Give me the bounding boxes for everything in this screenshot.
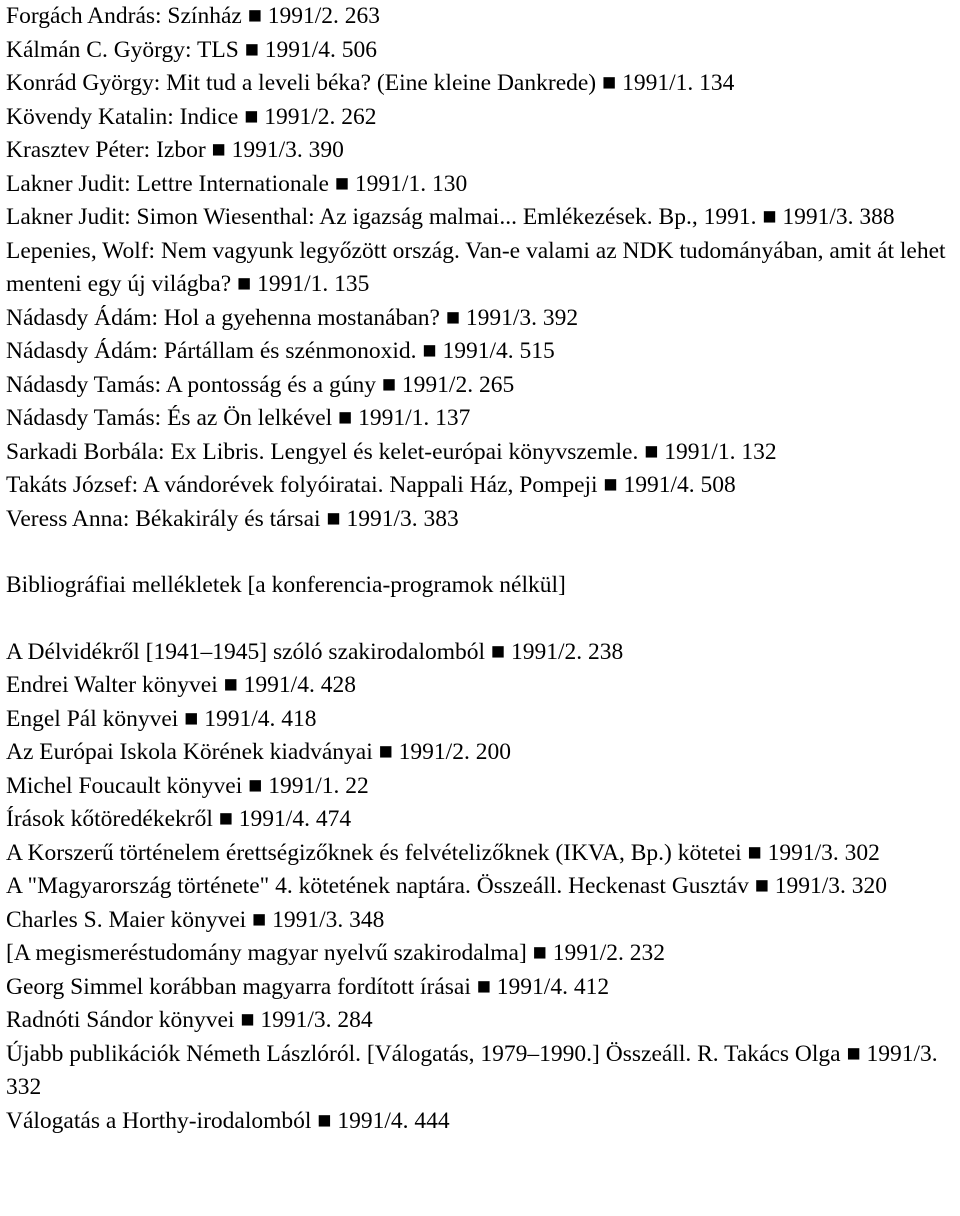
list-item: Michel Foucault könyvei ■ 1991/1. 22 <box>6 772 369 799</box>
list-item: Kövendy Katalin: Indice ■ 1991/2. 262 <box>6 103 377 130</box>
list-item: Veress Anna: Békakirály és társai ■ 1991/3. 383 <box>6 505 459 532</box>
list-item: Az Európai Iskola Körének kiadványai ■ 1991/2. 200 <box>6 739 511 765</box>
list-item: Lepenies, Wolf: Nem vagyunk legyőzött ország. Van-e valami az NDK tudományában, amit át lehet menteni egy új világba? ■ 1991/1. 135 <box>6 237 946 297</box>
list-item: Nádasdy Ádám: Pártállam és szénmonoxid. ■ 1991/4. 515 <box>6 338 555 364</box>
list-item: A Délvidékről [1941–1945] szóló szakirodalomból ■ 1991/2. 238 <box>6 638 624 665</box>
list-item: Nádasdy Ádám: Hol a gyehenna mostanában? ■ 1991/3. 392 <box>6 304 579 331</box>
list-item: Nádasdy Tamás: És az Ön lelkével ■ 1991/1. 137 <box>6 405 471 431</box>
list-item: Krasztev Péter: Izbor ■ 1991/3. 390 <box>6 137 344 163</box>
list-item: A "Magyarország története" 4. kötetének naptára. Összeáll. Heckenast Gusztáv ■ 1991/3. 320 <box>6 873 888 899</box>
bibliography-page <box>6 0 956 1138</box>
list-item: Írások kőtöredékekről ■ 1991/4. 474 <box>6 806 352 832</box>
list-item: Radnóti Sándor könyvei ■ 1991/3. 284 <box>6 1007 373 1033</box>
list-item: Forgách András: Színház ■ 1991/2. 263 <box>6 3 381 29</box>
spacer <box>6 603 956 636</box>
list-item: Kálmán C. György: TLS ■ 1991/4. 506 <box>6 36 378 63</box>
spacer <box>6 536 956 569</box>
list-item: Sarkadi Borbála: Ex Libris. Lengyel és kelet-európai könyvszemle. ■ 1991/1. 132 <box>6 438 777 465</box>
list-item: Engel Pál könyvei ■ 1991/4. 418 <box>6 705 317 732</box>
list-item: Válogatás a Horthy-irodalomból ■ 1991/4. 444 <box>6 1107 450 1134</box>
list-item: Takáts József: A vándorévek folyóiratai. Nappali Ház, Pompeji ■ 1991/4. 508 <box>6 472 736 498</box>
list-item: Endrei Walter könyvei ■ 1991/4. 428 <box>6 672 356 698</box>
list-item: Lakner Judit: Lettre Internationale ■ 1991/1. 130 <box>6 170 468 197</box>
list-item: Konrád György: Mit tud a leveli béka? (Eine kleine Dankrede) ■ 1991/1. 134 <box>6 70 735 96</box>
list-item: Charles S. Maier könyvei ■ 1991/3. 348 <box>6 906 385 933</box>
list-item: Újabb publikációk Németh Lászlóról. [Válogatás, 1979–1990.] Összeáll. R. Takács Olga ■ 1991/3. 332 <box>6 1040 938 1100</box>
section-heading: Bibliográfiai mellékletek [a konferencia-programok nélkül] <box>6 572 566 598</box>
list-item: Lakner Judit: Simon Wiesenthal: Az igazság malmai... Emlékezések. Bp., 1991. ■ 1991/3. 388 <box>6 204 895 230</box>
list-item: [A megismeréstudomány magyar nyelvű szakirodalma] ■ 1991/2. 232 <box>6 940 665 966</box>
list-item: Nádasdy Tamás: A pontosság és a gúny ■ 1991/2. 265 <box>6 371 515 398</box>
list-item: A Korszerű történelem érettségizőknek és felvételizőknek (IKVA, Bp.) kötetei ■ 1991/3. 302 <box>6 839 880 866</box>
list-item: Georg Simmel korábban magyarra fordított írásai ■ 1991/4. 412 <box>6 973 610 1000</box>
